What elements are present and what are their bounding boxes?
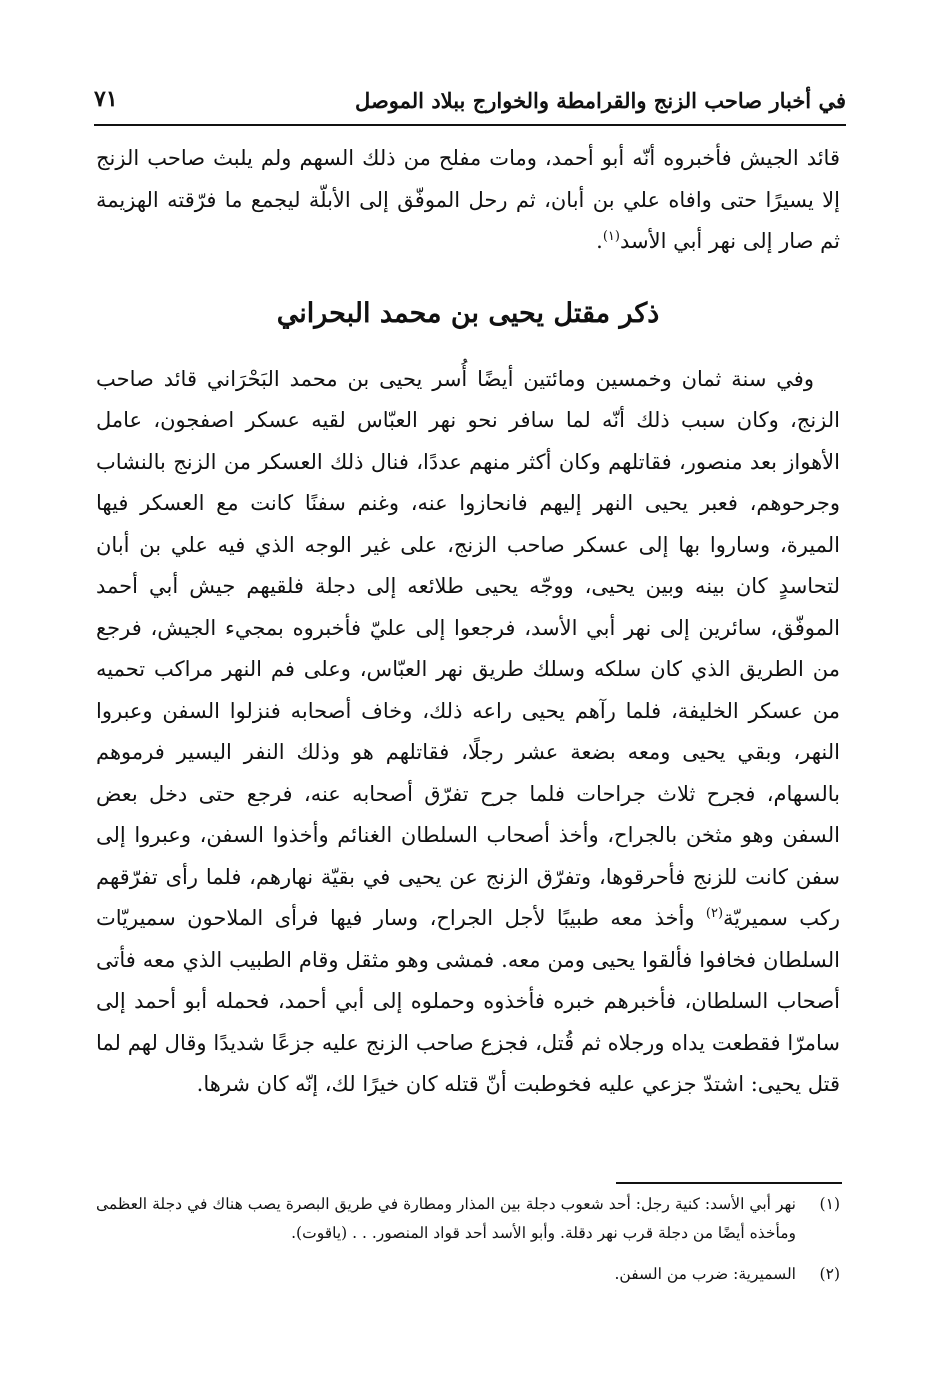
footnotes — [96, 1190, 840, 1301]
main-text — [96, 138, 840, 1106]
page-number: ٧١ — [94, 86, 118, 112]
section-text-part1: وفي سنة ثمان وخمسين ومائتين أيضًا أُسر يحيى بن محمد البَحْرَاني قائد صاحب الزنج، وكان سبب ذلك أنّه لما سافر نحو نهر العبّاس لقيه عسكر اصفجون، عامل الأهواز بعد منصور، فقاتلهم وكان أكثر منهم عددًا، فنال ذلك العسكر من الزنج بالنشاب وجرحوهم، فعبر يحيى النهر إليهم فانحازوا عنه، وغنم سفنًا كانت مع العسكر فيها الميرة، وساروا بها إلى عسكر صاحب الزنج، على غير الوجه الذي فيه علي بن أبان لتحاسدٍ كان بينه وبين يحيى، ووجّه يحيى طلائعه إلى دجلة فلقيهم جيش أبي أحمد الموفّق، سائرين إلى نهر أبي الأسد، فرجعوا إلى عليّ فأخبروه بمجيء الجيش، فرجع من الطريق الذي كان سلكه وسلك طريق نهر العبّاس، وعلى فم النهر مراكب تحميه من عسكر الخليفة، فلما رآهم يحيى راعه ذلك، وخاف أصحابه فنزلوا السفن وعبروا النهر، وبقي يحيى ومعه بضعة عشر رجلًا، فقاتلهم هو وذلك النفر اليسير فرموهم بالسهام، فجرح ثلاث جراحات فلما جرح تفرّق أصحابه عنه، فرجع حتى دخل بعض السفن وهو مثخن بالجراح، وأخذ أصحاب السلطان الغنائم وأخذوا السفن، وعبروا إلى سفن كانت للزنج فأحرقوها، وتفرّق الزنج عن يحيى في بقيّة نهارهم، فلما رأى تفرّقهم ركب سميريّة — [96, 366, 840, 930]
footnote-number: (١) — [819, 1195, 840, 1213]
footnote-ref-1[interactable]: (١) — [602, 229, 620, 244]
header-divider — [94, 124, 846, 126]
opening-paragraph — [96, 138, 840, 263]
running-header — [94, 84, 846, 124]
running-title: في أخبار صاحب الزنج والقرامطة والخوارج ببلاد الموصل — [355, 88, 846, 113]
footnote — [96, 1260, 840, 1289]
footnote — [96, 1190, 840, 1248]
section-text-part2: وأخذ معه طبيبًا لأجل الجراح، وسار فيها فرأى الملاحون سميريّات السلطان فخافوا فألقوا يحيى ومن معه. فمشى وهو مثقل وقام الطبيب الذي معه فأتى أصحاب السلطان، فأخبرهم خبره فأخذوه وحملوه إلى أبي أحمد، فحمله أبو أحمد إلى سامرّا فقطعت يداه ورجلاه ثم قُتل، فجزع صاحب الزنج عليه جزعًا شديدًا وقال لهم لما قتل يحيى: اشتدّ جزعي عليه فخوطبت أنّ قتله كان خيرًا لك، إنّه كان شرها. — [96, 906, 840, 1096]
footnote-text: السميرية: ضرب من السفن. — [614, 1265, 796, 1283]
section-heading: ذكر مقتل يحيى بن محمد البحراني — [276, 297, 660, 329]
opening-paragraph-end: . — [596, 229, 603, 253]
footnote-text: نهر أبي الأسد: كنية رجل: أحد شعوب دجلة بين المذار ومطارة في طريق البصرة يصب هناك في دجلة العظمى ومأخذه أيضًا من دجلة قرب نهر دقلة. وأبو الأسد أحد قواد المنصور. . . (ياقوت). — [96, 1195, 796, 1242]
section-paragraph — [96, 359, 840, 1106]
footnote-number: (٢) — [819, 1265, 840, 1283]
footnote-ref-2[interactable]: (٢) — [705, 906, 724, 921]
footnote-divider — [616, 1182, 842, 1184]
opening-paragraph-text: قائد الجيش فأخبروه أنّه أبو أحمد، ومات مفلح من ذلك السهم ولم يلبث صاحب الزنج إلا يسيرًا حتى وافاه علي بن أبان، ثم رحل الموفّق إلى الأبلّة ليجمع ما فرّقته الهزيمة ثم صار إلى نهر أبي الأسد — [96, 146, 840, 253]
